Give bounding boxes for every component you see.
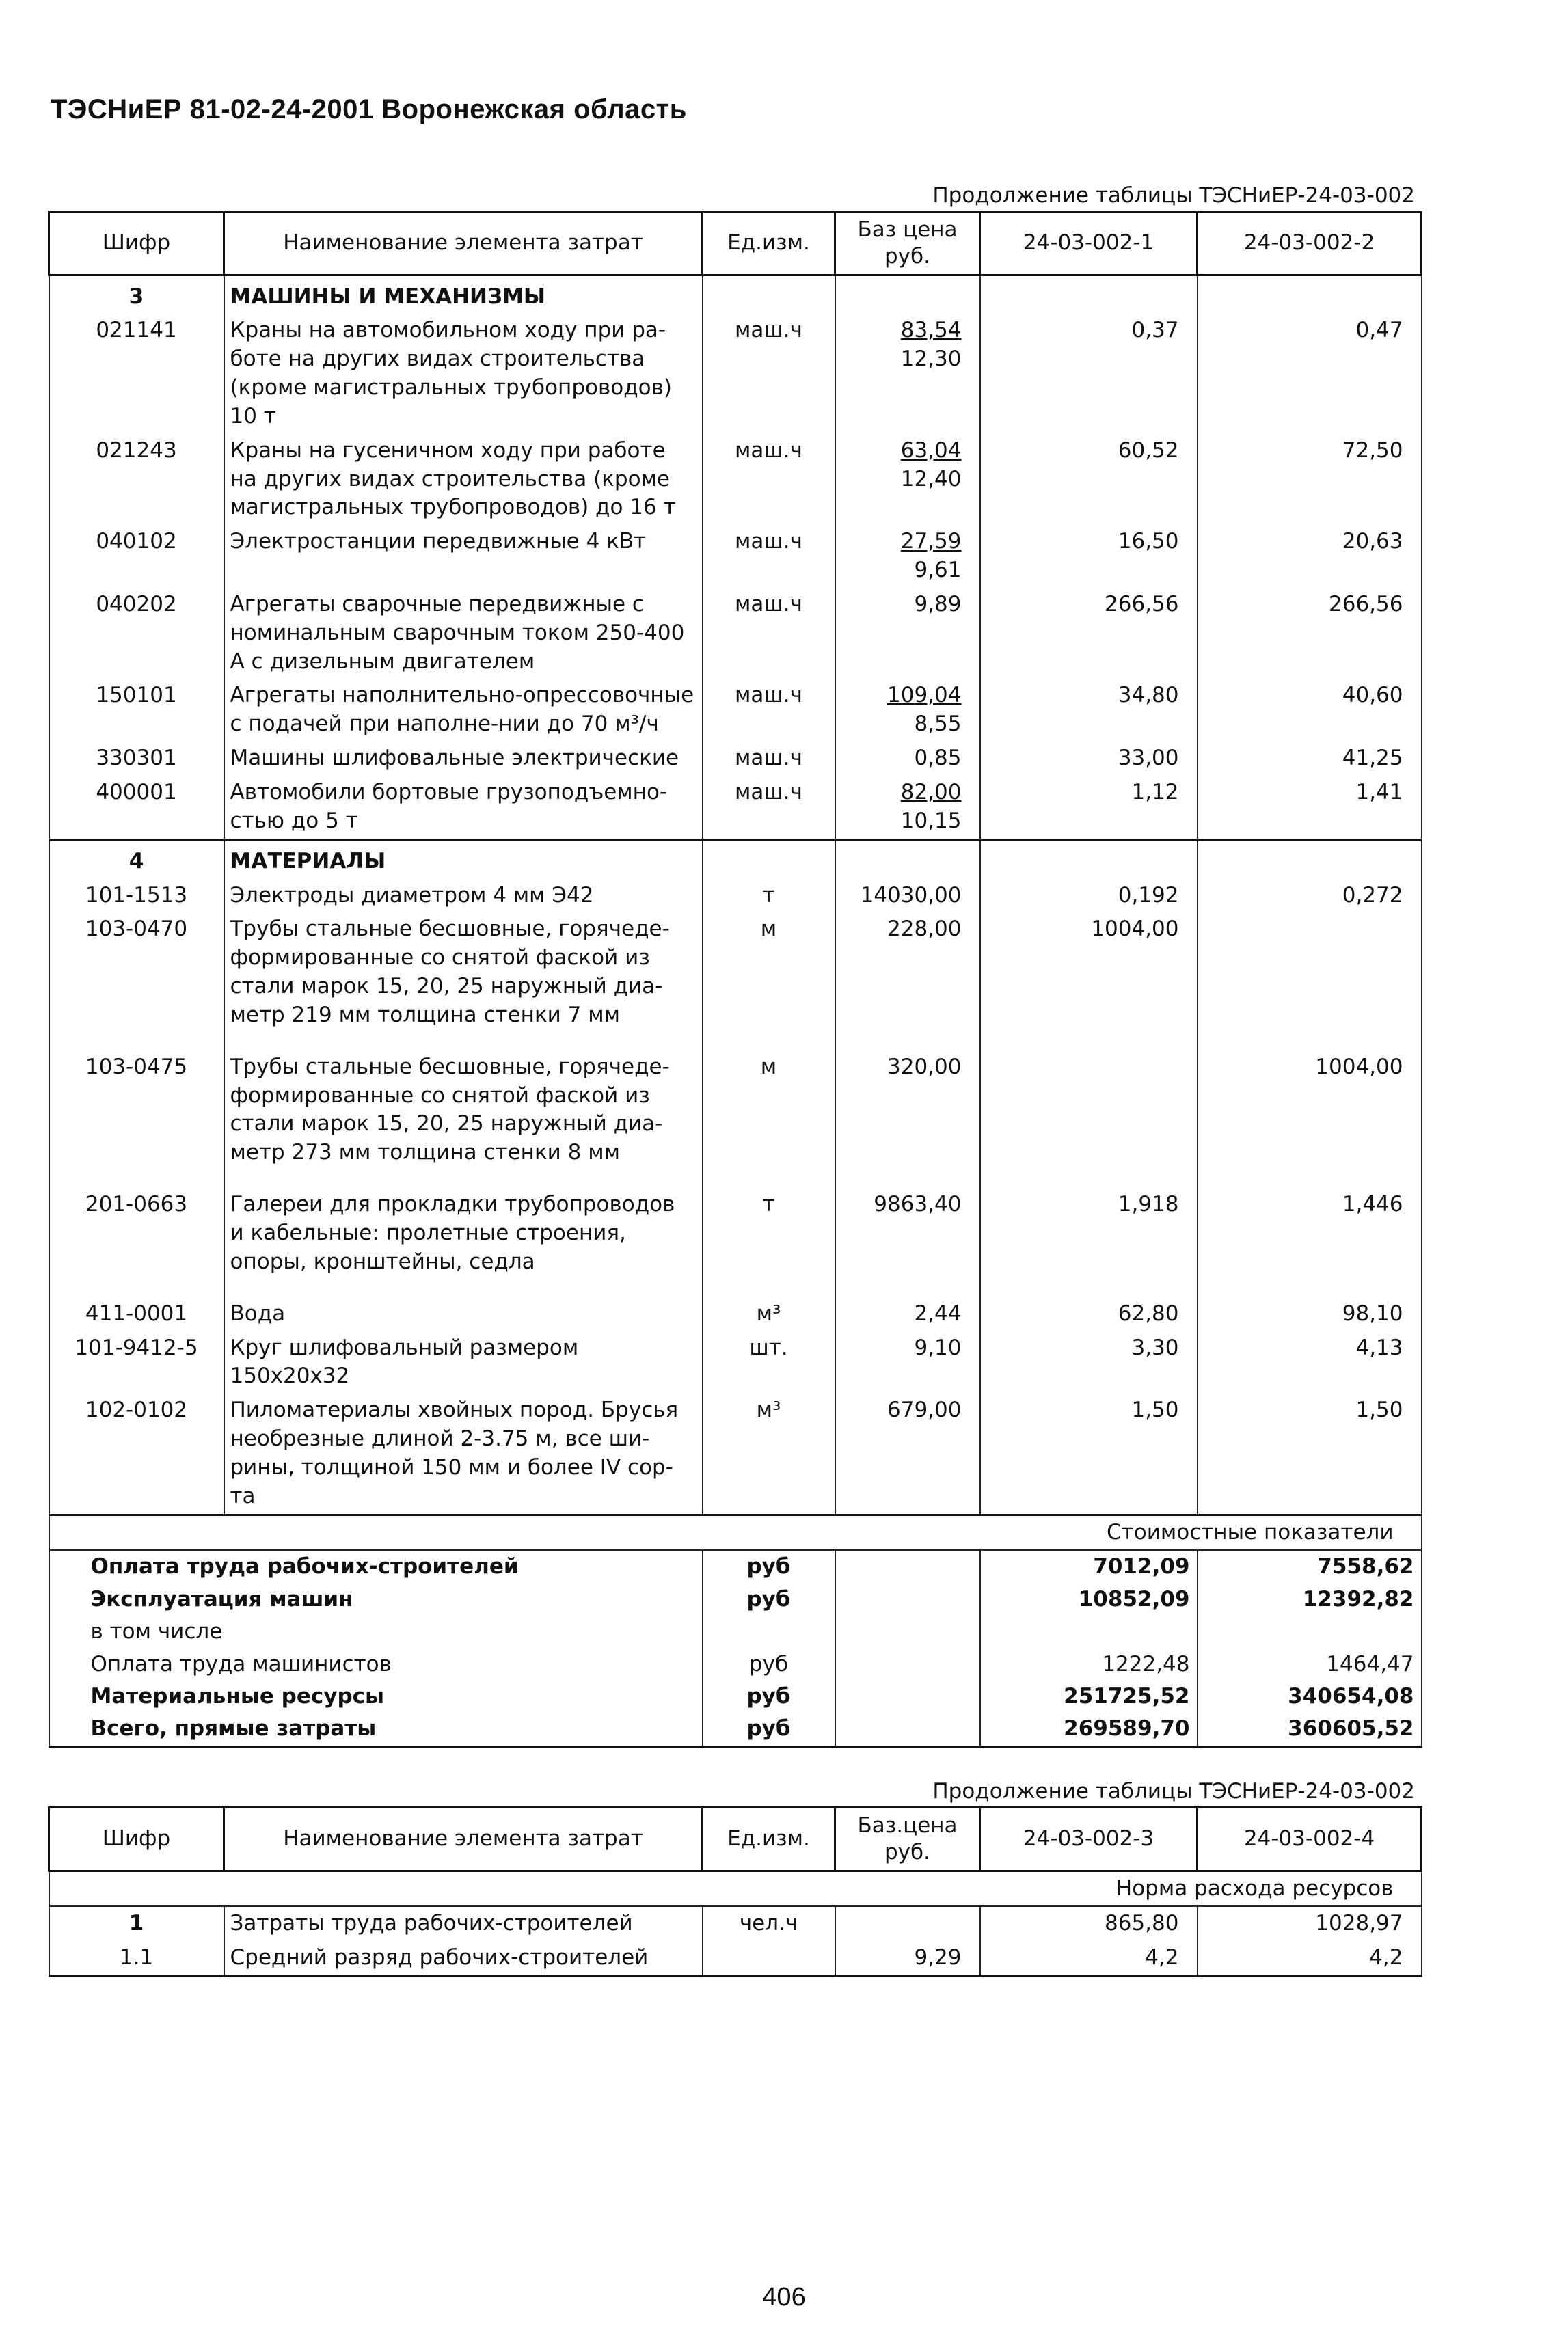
section-title: МАТЕРИАЛЫ — [224, 839, 703, 878]
base-price-cell — [835, 314, 980, 433]
resource-unit: т — [703, 1188, 835, 1279]
resource-unit — [703, 1941, 835, 1976]
spacer-row — [49, 1279, 1422, 1297]
summary-value-2: 360605,52 — [1198, 1713, 1422, 1746]
column-header-name: Наименование элемента затрат — [224, 1808, 703, 1871]
resource-unit: маш.ч — [703, 525, 835, 588]
base-price-wage: 10,15 — [900, 808, 962, 833]
table-row — [49, 314, 1422, 433]
resource-name: Круг шлифовальный размером 150х20х32 — [224, 1331, 703, 1394]
norm-value-1: 62,80 — [980, 1297, 1198, 1331]
table-row — [49, 1941, 1422, 1976]
resource-name: Электростанции передвижные 4 кВт — [224, 525, 703, 588]
empty-cell — [49, 1033, 224, 1050]
resource-unit: маш.ч — [703, 679, 835, 742]
resource-code: 330301 — [49, 742, 224, 776]
base-price-cell — [835, 776, 980, 839]
summary-value-1: 1222,48 — [980, 1649, 1198, 1681]
empty-cell — [1198, 1033, 1422, 1050]
base-price-cell — [835, 912, 980, 1032]
base-price-cell — [835, 434, 980, 526]
empty-cell — [703, 839, 835, 878]
resource-name: Вода — [224, 1297, 703, 1331]
resource-unit: м — [703, 912, 835, 1032]
base-price-cell — [835, 879, 980, 913]
table2-continuation-caption: Продолжение таблицы ТЭСНиЕР-24-03-002 — [932, 1779, 1415, 1804]
table-row — [49, 1331, 1422, 1394]
summary-row — [49, 1649, 1422, 1681]
section-title: МАШИНЫ И МЕХАНИЗМЫ — [224, 275, 703, 314]
resource-name: Агрегаты сварочные передвижные с номинальным сварочным током 250-400 А с дизельным двигателем — [224, 588, 703, 679]
norm-value-2: 266,56 — [1198, 588, 1422, 679]
resource-code: 101-1513 — [49, 879, 224, 913]
table-row — [49, 679, 1422, 742]
table-row — [49, 525, 1422, 588]
summary-label: Эксплуатация машин — [49, 1584, 703, 1616]
resource-code: 1.1 — [49, 1941, 224, 1976]
column-header-base-price: Баз цена руб. — [835, 212, 980, 275]
table-row — [49, 1297, 1422, 1331]
summary-unit: руб — [703, 1584, 835, 1616]
empty-cell — [1198, 275, 1422, 314]
base-price-cell — [835, 1297, 980, 1331]
column-header-name: Наименование элемента затрат — [224, 212, 703, 275]
resource-unit: шт. — [703, 1331, 835, 1394]
table-row — [49, 1906, 1422, 1941]
base-price: 2,44 — [914, 1301, 962, 1326]
section-code: 3 — [49, 275, 224, 314]
summary-row — [49, 1681, 1422, 1713]
norm-value-2: 98,10 — [1198, 1297, 1422, 1331]
empty-cell — [703, 275, 835, 314]
norm-value-1: 1004,00 — [980, 912, 1198, 1032]
resource-name: Затраты труда рабочих-строителей — [224, 1906, 703, 1941]
empty-cell — [49, 1279, 224, 1297]
column-header-unit: Ед.изм. — [703, 212, 835, 275]
table2-header-row — [49, 1808, 1422, 1871]
resource-unit: маш.ч — [703, 742, 835, 776]
resource-name: Электроды диаметром 4 мм Э42 — [224, 879, 703, 913]
base-price: 0,85 — [914, 746, 962, 771]
summary-value-2: 7558,62 — [1198, 1550, 1422, 1583]
summary-label: в том числе — [49, 1616, 703, 1648]
summary-value-2: 12392,82 — [1198, 1584, 1422, 1616]
norm-value-1: 266,56 — [980, 588, 1198, 679]
spacer-row — [49, 1033, 1422, 1050]
resource-unit: м³ — [703, 1297, 835, 1331]
resource-name: Средний разряд рабочих-строителей — [224, 1941, 703, 1976]
empty-cell — [835, 275, 980, 314]
resource-name: Пиломатериалы хвойных пород. Брусья необрезные длиной 2-3.75 м, все ши-рины, толщиной 150 мм и более IV сор-та — [224, 1394, 703, 1515]
norm-value-2: 0,272 — [1198, 879, 1422, 913]
resource-unit: чел.ч — [703, 1906, 835, 1941]
table-row — [49, 588, 1422, 679]
summary-unit: руб — [703, 1649, 835, 1681]
norm-value-2 — [1198, 912, 1422, 1032]
norm-value-4: 4,2 — [1198, 1941, 1422, 1976]
base-price-cell — [835, 679, 980, 742]
cost-indicators-label: Стоимостные показатели — [49, 1515, 1422, 1550]
table-row — [49, 879, 1422, 913]
resource-unit: м — [703, 1050, 835, 1170]
table1-continuation-caption: Продолжение таблицы ТЭСНиЕР-24-03-002 — [932, 183, 1415, 208]
resource-code: 201-0663 — [49, 1188, 224, 1279]
summary-unit: руб — [703, 1550, 835, 1583]
summary-value-2: 340654,08 — [1198, 1681, 1422, 1713]
base-price: 82,00 — [900, 780, 962, 804]
base-price-cell — [835, 742, 980, 776]
base-price — [835, 1906, 980, 1941]
resource-code: 021243 — [49, 434, 224, 526]
empty-cell — [980, 1279, 1198, 1297]
base-price-wage: 12,40 — [900, 466, 962, 491]
norm-value-1: 33,00 — [980, 742, 1198, 776]
section-header-row — [49, 275, 1422, 314]
norm-value-2: 41,25 — [1198, 742, 1422, 776]
table-row — [49, 1050, 1422, 1170]
resource-name: Агрегаты наполнительно-опрессовочные с подачей при наполне-нии до 70 м³/ч — [224, 679, 703, 742]
column-header-norm-4: 24-03-002-4 — [1198, 1808, 1422, 1871]
resource-name: Трубы стальные бесшовные, горячеде-формированные со снятой фаской из стали марок 15, 20, 25 наружный диа-метр 219 мм толщина стенки 7 мм — [224, 912, 703, 1032]
column-header-code: Шифр — [49, 212, 224, 275]
norm-value-1: 0,37 — [980, 314, 1198, 433]
norm-value-3: 4,2 — [980, 1941, 1198, 1976]
column-header-code: Шифр — [49, 1808, 224, 1871]
resource-name: Краны на гусеничном ходу при работе на других видах строительства (кроме магистральных трубопроводов) до 16 т — [224, 434, 703, 526]
spacer-row — [49, 1170, 1422, 1188]
column-header-norm-2: 24-03-002-2 — [1198, 212, 1422, 275]
empty-cell — [835, 1033, 980, 1050]
empty-cell — [835, 1279, 980, 1297]
norm-value-2: 1,446 — [1198, 1188, 1422, 1279]
summary-value-1: 7012,09 — [980, 1550, 1198, 1583]
base-price-cell — [835, 1331, 980, 1394]
norm-value-4: 1028,97 — [1198, 1906, 1422, 1941]
summary-value-1 — [980, 1616, 1198, 1648]
empty-cell — [980, 1033, 1198, 1050]
norm-label-row — [49, 1871, 1422, 1906]
resource-unit: т — [703, 879, 835, 913]
empty-cell — [835, 1681, 980, 1713]
base-price: 320,00 — [887, 1054, 962, 1079]
page-number: 406 — [762, 2283, 806, 2311]
resource-code: 101-9412-5 — [49, 1331, 224, 1394]
resource-unit: маш.ч — [703, 776, 835, 839]
base-price-cell — [835, 588, 980, 679]
document-title: ТЭСНиЕР 81-02-24-2001 Воронежская область — [51, 94, 687, 124]
resource-unit: м³ — [703, 1394, 835, 1515]
empty-cell — [835, 839, 980, 878]
resource-code: 040202 — [49, 588, 224, 679]
empty-cell — [835, 1550, 980, 1583]
resource-name: Автомобили бортовые грузоподъемно-стью до 5 т — [224, 776, 703, 839]
summary-label: Всего, прямые затраты — [49, 1713, 703, 1746]
summary-label: Оплата труда машинистов — [49, 1649, 703, 1681]
empty-cell — [835, 1616, 980, 1648]
resource-code: 102-0102 — [49, 1394, 224, 1515]
column-header-norm-3: 24-03-002-3 — [980, 1808, 1198, 1871]
empty-cell — [49, 1170, 224, 1188]
norm-label: Норма расхода ресурсов — [49, 1871, 1422, 1906]
base-price-wage: 8,55 — [914, 711, 962, 737]
norm-value-1: 1,50 — [980, 1394, 1198, 1515]
empty-cell — [703, 1033, 835, 1050]
base-price-wage: 9,61 — [914, 558, 962, 583]
norm-value-2: 1,41 — [1198, 776, 1422, 839]
summary-value-1: 251725,52 — [980, 1681, 1198, 1713]
empty-cell — [980, 275, 1198, 314]
table-row — [49, 776, 1422, 839]
base-price-cell — [835, 1050, 980, 1170]
resource-code: 103-0475 — [49, 1050, 224, 1170]
resource-code: 103-0470 — [49, 912, 224, 1032]
norm-value-2: 1004,00 — [1198, 1050, 1422, 1170]
norm-value-1: 16,50 — [980, 525, 1198, 588]
base-price: 9,89 — [914, 591, 962, 616]
empty-cell — [1198, 1279, 1422, 1297]
column-header-unit: Ед.изм. — [703, 1808, 835, 1871]
resource-unit: маш.ч — [703, 314, 835, 433]
empty-cell — [703, 1279, 835, 1297]
empty-cell — [1198, 1170, 1422, 1188]
resource-name: Галереи для прокладки трубопроводов и кабельные: пролетные строения, опоры, кронштейны, седла — [224, 1188, 703, 1279]
empty-cell — [224, 1033, 703, 1050]
norm-value-1: 1,12 — [980, 776, 1198, 839]
section-header-row — [49, 839, 1422, 878]
base-price: 679,00 — [887, 1398, 962, 1423]
summary-unit — [703, 1616, 835, 1648]
base-price-cell — [835, 525, 980, 588]
table1-header-row — [49, 212, 1422, 275]
resource-name: Краны на автомобильном ходу при ра-боте на других видах строительства (кроме магистральных трубопроводов) 10 т — [224, 314, 703, 433]
base-price: 9,10 — [914, 1335, 962, 1360]
norm-value-1: 0,192 — [980, 879, 1198, 913]
resource-unit: маш.ч — [703, 434, 835, 526]
empty-cell — [980, 1170, 1198, 1188]
empty-cell — [1198, 839, 1422, 878]
table-row — [49, 434, 1422, 526]
table-row — [49, 1188, 1422, 1279]
resource-unit: маш.ч — [703, 588, 835, 679]
table-row — [49, 742, 1422, 776]
resource-name: Машины шлифовальные электрические — [224, 742, 703, 776]
norm-value-2: 40,60 — [1198, 679, 1422, 742]
summary-row — [49, 1550, 1422, 1583]
norm-value-2: 0,47 — [1198, 314, 1422, 433]
norm-value-2: 1,50 — [1198, 1394, 1422, 1515]
norm-value-1: 60,52 — [980, 434, 1198, 526]
base-price-cell — [835, 1188, 980, 1279]
resource-table-1 — [48, 211, 1422, 1748]
empty-cell — [224, 1170, 703, 1188]
cost-indicators-row — [49, 1515, 1422, 1550]
base-price: 9863,40 — [874, 1192, 962, 1217]
table-row — [49, 912, 1422, 1032]
resource-code: 1 — [49, 1906, 224, 1941]
resource-code: 411-0001 — [49, 1297, 224, 1331]
norm-value-1 — [980, 1050, 1198, 1170]
table-row — [49, 1394, 1422, 1515]
norm-value-3: 865,80 — [980, 1906, 1198, 1941]
empty-cell — [835, 1649, 980, 1681]
summary-value-2 — [1198, 1616, 1422, 1648]
base-price: 14030,00 — [860, 882, 962, 908]
empty-cell — [835, 1170, 980, 1188]
summary-label: Материальные ресурсы — [49, 1681, 703, 1713]
summary-value-2: 1464,47 — [1198, 1649, 1422, 1681]
summary-row — [49, 1713, 1422, 1746]
empty-cell — [835, 1584, 980, 1616]
summary-row — [49, 1616, 1422, 1648]
resource-code: 400001 — [49, 776, 224, 839]
base-price-wage: 12,30 — [900, 347, 962, 372]
resource-code: 021141 — [49, 314, 224, 433]
resource-code: 040102 — [49, 525, 224, 588]
column-header-norm-1: 24-03-002-1 — [980, 212, 1198, 275]
resource-code: 150101 — [49, 679, 224, 742]
summary-label: Оплата труда рабочих-строителей — [49, 1550, 703, 1583]
summary-value-1: 10852,09 — [980, 1584, 1198, 1616]
empty-cell — [980, 839, 1198, 878]
column-header-base-price: Баз.цена руб. — [835, 1808, 980, 1871]
resource-table-2 — [48, 1806, 1422, 1977]
section-code: 4 — [49, 839, 224, 878]
norm-value-2: 20,63 — [1198, 525, 1422, 588]
norm-value-1: 1,918 — [980, 1188, 1198, 1279]
empty-cell — [835, 1713, 980, 1746]
norm-value-1: 34,80 — [980, 679, 1198, 742]
base-price: 228,00 — [887, 917, 962, 942]
summary-value-1: 269589,70 — [980, 1713, 1198, 1746]
summary-row — [49, 1584, 1422, 1616]
summary-unit: руб — [703, 1713, 835, 1746]
empty-cell — [703, 1170, 835, 1188]
base-price: 109,04 — [887, 683, 962, 708]
resource-name: Трубы стальные бесшовные, горячеде-формированные со снятой фаской из стали марок 15, 20, 25 наружный диа-метр 273 мм толщина стенки 8 мм — [224, 1050, 703, 1170]
base-price: 63,04 — [900, 437, 962, 463]
norm-value-2: 4,13 — [1198, 1331, 1422, 1394]
norm-value-2: 72,50 — [1198, 434, 1422, 526]
base-price: 27,59 — [900, 529, 962, 554]
base-price: 9,29 — [835, 1941, 980, 1976]
empty-cell — [224, 1279, 703, 1297]
summary-unit: руб — [703, 1681, 835, 1713]
norm-value-1: 3,30 — [980, 1331, 1198, 1394]
base-price: 83,54 — [900, 318, 962, 343]
base-price-cell — [835, 1394, 980, 1515]
